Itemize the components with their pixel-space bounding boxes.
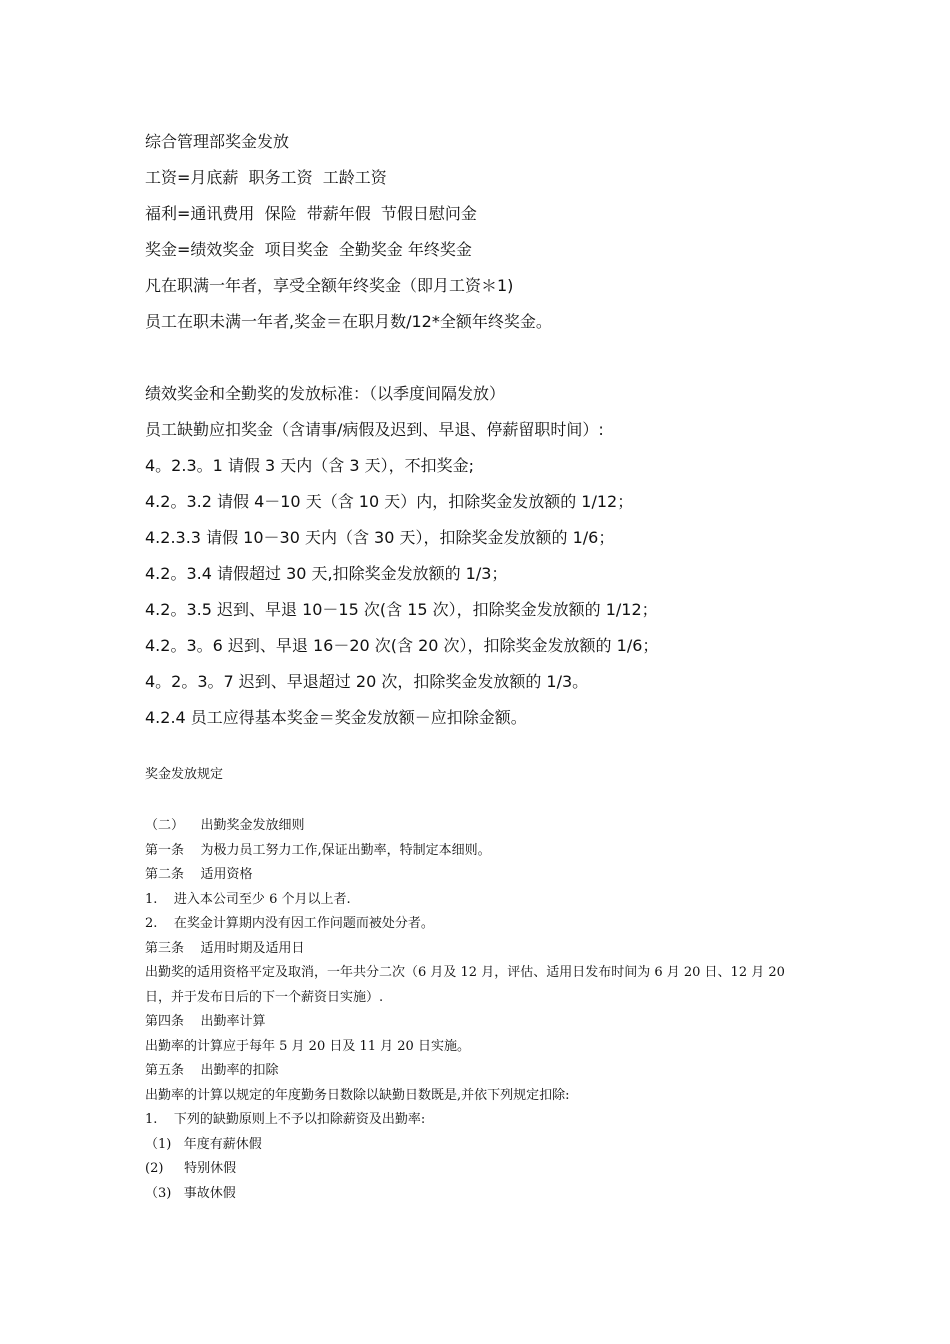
payment-standard-heading: 绩效奖金和全勤奖的发放标准：（以季度间隔发放） (145, 384, 506, 403)
attendance-bonus-section (145, 814, 825, 1206)
exempt-item-3: （3) 事故休假 (145, 1185, 236, 1201)
rule-4-2-3-1: 4。2.3。1 请假 3 天内（含 3 天），不扣奖金; (145, 456, 474, 475)
bonus-formula-line: 奖金=绩效奖金 项目奖金 全勤奖金 年终奖金 (145, 240, 472, 259)
article-four-body: 出勤率的计算应于每年 5 月 20 日及 11 月 20 日实施。 (145, 1038, 470, 1054)
blank-line (145, 340, 825, 376)
article-five-body: 出勤率的计算以规定的年度勤务日数除以缺勤日数既是,并依下列规定扣除: (145, 1087, 570, 1103)
deduction-exempt-heading: 1. 下列的缺勤原则上不予以扣除薪资及出勤率: (145, 1112, 426, 1127)
eligibility-item-1: 1. 进入本公司至少 6 个月以上者. (145, 891, 351, 907)
article-one: 第一条 为极力员工努力工作,保证出勤率，特制定本细则。 (145, 842, 491, 858)
full-year-bonus-line: 凡在职满一年者，享受全额年终奖金（即月工资＊1) (145, 276, 514, 295)
rule-4-2-3-4: 4.2。3.4 请假超过 30 天,扣除奖金发放额的 1/3； (145, 564, 508, 583)
article-three-body: 出勤奖的适用资格平定及取消，一年共分二次（6 月及 12 月，评估、适用日发布时间为 6 月 20 日、12 月 20 日，并于发布日后的下一个薪资日实施）. (145, 965, 785, 1005)
rule-4-2-3-2: 4.2。3.2 请假 4－10 天（含 10 天）内，扣除奖金发放额的 1/12； (145, 492, 634, 511)
welfare-formula-line: 福利=通讯费用 保险 带薪年假 节假日慰问金 (145, 204, 477, 223)
exempt-item-1: （1) 年度有薪休假 (145, 1136, 262, 1152)
rule-4-2-3-3: 4.2.3.3 请假 10－30 天内（含 30 天），扣除奖金发放额的 1/6； (145, 528, 615, 547)
rule-4-2-3-6: 4.2。3。6 迟到、早退 16－20 次(含 20 次），扣除奖金发放额的 1/6； (145, 636, 659, 655)
document-heading: 综合管理部奖金发放 (145, 132, 290, 151)
article-four-heading: 第四条 出勤率计算 (145, 1014, 266, 1029)
salary-formula-line: 工资=月底薪 职务工资 工龄工资 (145, 168, 387, 187)
article-two-heading: 第二条 适用资格 (145, 867, 253, 882)
salary-bonus-section (145, 124, 825, 736)
rule-4-2-3-7: 4。2。3。7 迟到、早退超过 20 次，扣除奖金发放额的 1/3。 (145, 672, 589, 691)
exempt-item-2: (2) 特别休假 (145, 1161, 237, 1176)
rule-4-2-3-5: 4.2。3.5 迟到、早退 10－15 次(含 15 次），扣除奖金发放额的 1/12； (145, 600, 658, 619)
article-five-heading: 第五条 出勤率的扣除 (145, 1063, 279, 1078)
article-three-heading: 第三条 适用时期及适用日 (145, 940, 305, 956)
rule-4-2-4: 4.2.4 员工应得基本奖金＝奖金发放额－应扣除金额。 (145, 708, 527, 727)
absence-deduction-heading: 员工缺勤应扣奖金（含请事/病假及迟到、早退、停薪留职时间）: (145, 420, 604, 439)
bonus-regulation-title: 奖金发放规定 (145, 767, 224, 782)
attendance-rules-heading: （二） 出勤奖金发放细则 (145, 818, 305, 833)
eligibility-item-2: 2. 在奖金计算期内没有因工作问题而被处分者。 (145, 916, 434, 931)
partial-year-bonus-line: 员工在职未满一年者,奖金＝在职月数/12*全额年终奖金。 (145, 312, 552, 331)
